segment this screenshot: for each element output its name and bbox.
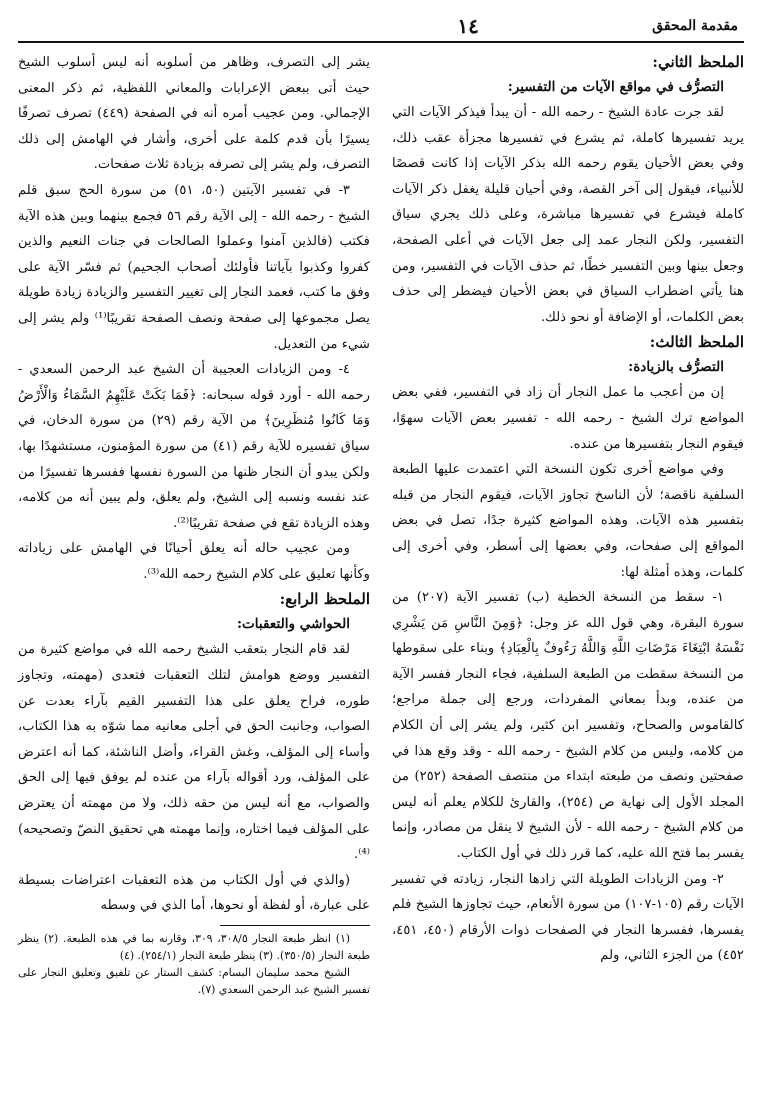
page-number: ١٤ xyxy=(457,14,479,38)
note3-paragraph-1: إن من أعجب ما عمل النجار أن زاد في التفسير، ففي بعض المواضع ترك الشيخ - رحمه الله - تفسير بعض الآيات سهوًا، فيقوم النجار بتفسيرها من عنده. xyxy=(392,385,744,452)
note3-paragraph-2: وفي مواضع أخرى تكون النسخة التي اعتمدت عليها الطبعة السلفية ناقصة؛ لأن الناسخ تجاوز الآيات، فيقوم النجار من قبله بتفسير هذه الآيات. وهذه المواضع كثيرة جدًا، تصل في بعض المواقع إلى صفحات، وفي بعضها إلى أسطر، وفي أخرى إلى كلمات، وهذه أمثلة لها: xyxy=(392,462,744,580)
footnote-line: (١) انظر طبعة النجار ٣٠٨/٥، ٣٠٩، وقارنه بما في هذه الطبعة. (٢) ينظر طبعة النجار (٣٥٠/٥). (٣) ينظر طبعة النجار (٢٥٤/١). (٤) xyxy=(18,932,370,962)
left-paragraph-2: ٣- في تفسير الآيتين (٥٠، ٥١) من سورة الحج سبق قلم الشيخ - رحمه الله - إلى الآية رقم ٥٦ فجمع بينهما وبين هذه الآية فكتب (فالذين آمنوا وعملوا الصالحات في جنات النعيم والذين كفروا وكذبوا بآياتنا فأولئك أصحاب الجحيم) ثم فسّر الآية على وفق ما كتب، فعمد النجار إلى تغيير التفسير والزيادة زيادة طويلة يصل مجموعها إلى صفحة ونصف الصفحة تقريبًا⁽¹⁾ ولم يشر إلى شيء من التعديل. xyxy=(18,182,370,352)
note3-subheading: التصرُّف بالزيادة: xyxy=(628,359,724,376)
right-column xyxy=(392,50,744,969)
left-paragraph-5: لقد قام النجار بتعقب الشيخ رحمه الله في مواضع كثيرة من التفسير ووضع هوامش لتلك التعقبات فتعدى (مهمته، وتجاوز طوره، فراح يعلق على هذا التفسير القيم بآراء بعدت عن الصواب، وجانبت الحق في أجلى معانيه مما شوّه به هذا الكتاب، وأساء إلى المؤلف، وغش القراء، وأضل الناشئة، كما أنه اعترض على المؤلف، ورد أقواله بآراء من عنده لم يوفق فيها إلى الحق والصواب، مع أنه ليس من حقه ذلك، ولا من مهمته أن يعترض على المؤلف فيما اختاره، وإنما مهمته هي تحقيق النصّ وتصحيحه)⁽⁴⁾. xyxy=(18,642,370,863)
section-title: مقدمة المحقق xyxy=(652,18,738,34)
left-paragraph-4: ومن عجيب حاله أنه يعلق أحيانًا في الهامش على زياداته وكأنها تعليق على كلام الشيخ رحمه الله⁽³⁾. xyxy=(18,541,370,582)
note2-subheading: التصرُّف في مواقع الآيات من التفسير: xyxy=(507,79,724,95)
footnote-line: الشيخ محمد سليمان البسام: كشف الستار عن تلفيق وتعليق النجار على تفسير الشيخ عبد الرحمن السعدي (٧). xyxy=(18,966,370,996)
page-header xyxy=(18,14,744,43)
note3-heading: الملحظ الثالث: xyxy=(649,333,744,352)
note4-heading: الملحظ الرابع: xyxy=(279,590,370,609)
footnotes xyxy=(18,930,370,998)
note3-paragraph-3: ١- سقط من النسخة الخطية (ب) تفسير الآية (٢٠٧) من سورة البقرة، وهي قول الله عز وجل: ﴿وَمِنَ النَّاسِ مَن يَشْرِي نَفْسَهُ ابْتِغَاءَ مَرْضَاتِ اللَّهِ وَاللَّهُ رَءُوفٌ بِالْعِبَادِ﴾ وبناء على سقوطها من النسخة سقطت من الطبعة السلفية، فجاء النجار ففسر الآية من عنده، وبدأ بمعاني المفردات، ورجع إلى جملة مراجع؛ كالقاموس والصحاح، وتفسير ابن كثير، ولم يشر إلى أن الكلام من كلامه، وليس من كلام الشيخ - رحمه الله - وقد وقع هذا في صفحتين ونصف من طبعته ابتداء من منتصف الصفحة (٢٥٢) من المجلد الأول إلى نهاية ص (٢٥٤)، والقارئ للكلام يعلم أنه ليس من كلام الشيخ - رحمه الله - لأن الشيخ لا ينقل من مصادر، وإنما يفسر بما فتح الله عليه، كما قرر ذلك في أول الكتاب. xyxy=(392,590,744,862)
note4-subheading: الحواشي والتعقبات: xyxy=(236,616,350,633)
left-paragraph-6: (والذي في أول الكتاب من هذه التعقبات اعتراضات بسيطة على عبارة، أو لفظة أو نحوها، أما الذي في وسطه xyxy=(18,872,370,914)
note3-paragraph-4: ٢- ومن الزيادات الطويلة التي زادها النجار، زيادته في تفسير الآيات رقم (١٠٥-١٠٧) من سورة الأنعام، حيث تجاوزها الشيخ فلم يفسرها، ففسرها النجار في الصفحات ذوات الأرقام (٤٥٠، ٤٥١، ٤٥٢) من الجزء الثاني، ولم xyxy=(392,871,744,964)
left-column xyxy=(18,50,370,998)
footnote-divider xyxy=(220,925,370,926)
book-page xyxy=(18,14,744,1108)
note2-paragraph: لقد جرت عادة الشيخ - رحمه الله - أن يبدأ فيذكر الآيات التي يريد تفسيرها كاملة، ثم يشرع في تفسيرها مجزأة عقب ذلك، وفي بعض الأحيان يقوم رحمه الله بذكر الآيات إذا كانت قصصًا للأنبياء، فيقول إلى آخر القصة، وفي أحيان قليلة يغفل ذكر الآيات كاملة فيشرع في تفسيرها مباشرة، وعلى ذلك يجري سياق التفسير، ولكن النجار عمد إلى جعل الآيات في أعلى الصفحة، وجعل بينها وبين التفسير خطًا، ثم حذف الآيات في التفسير، ومن هنا يأتي اضطراب السياق في بعض الأحيان فيضطر إلى حذف بعض الكلمات، أو الإضافة أو نحو ذلك. xyxy=(392,105,744,325)
left-paragraph-1: يشر إلى التصرف، وظاهر من أسلوبه أنه ليس أسلوب الشيخ حيث أتى ببعض الإعرابات والمعاني اللفظية، ثم ذكر المعنى الإجمالي. ومن عجيب أمره أنه في الصفحة (٤٤٩) تصرف تصرفًا يسيرًا بأن قدم كلمة على أخرى، وأشار في الهامش إلى ذلك التصرف، ولم يشر إلى تصرفه بزيادة ثلاث صفحات. xyxy=(18,55,370,173)
text-columns xyxy=(18,50,744,1108)
left-paragraph-3: ٤- ومن الزيادات العجيبة أن الشيخ عبد الرحمن السعدي - رحمه الله - أورد قوله سبحانه: ﴿فَمَا بَكَتْ عَلَيْهِمُ السَّمَاءُ وَالْأَرْضُ وَمَا كَانُوا مُنظَرِينَ﴾ من الآية رقم (٢٩) من سورة الدخان، في سياق تفسيره للآية رقم (٤١) من سورة المؤمنون، مستشهدًا بها، ولكن يبدو أن النجار ظنها من السورة نفسها ففسرها تفسيرًا من عند نفسه ونسبه إلى الشيخ، ولم يعلق، ولم يبين أنه من كلامه، وهذه الزيادة تقع في صفحة تقريبًا⁽²⁾. xyxy=(18,362,370,531)
note2-heading: الملحظ الثاني: xyxy=(652,53,744,71)
